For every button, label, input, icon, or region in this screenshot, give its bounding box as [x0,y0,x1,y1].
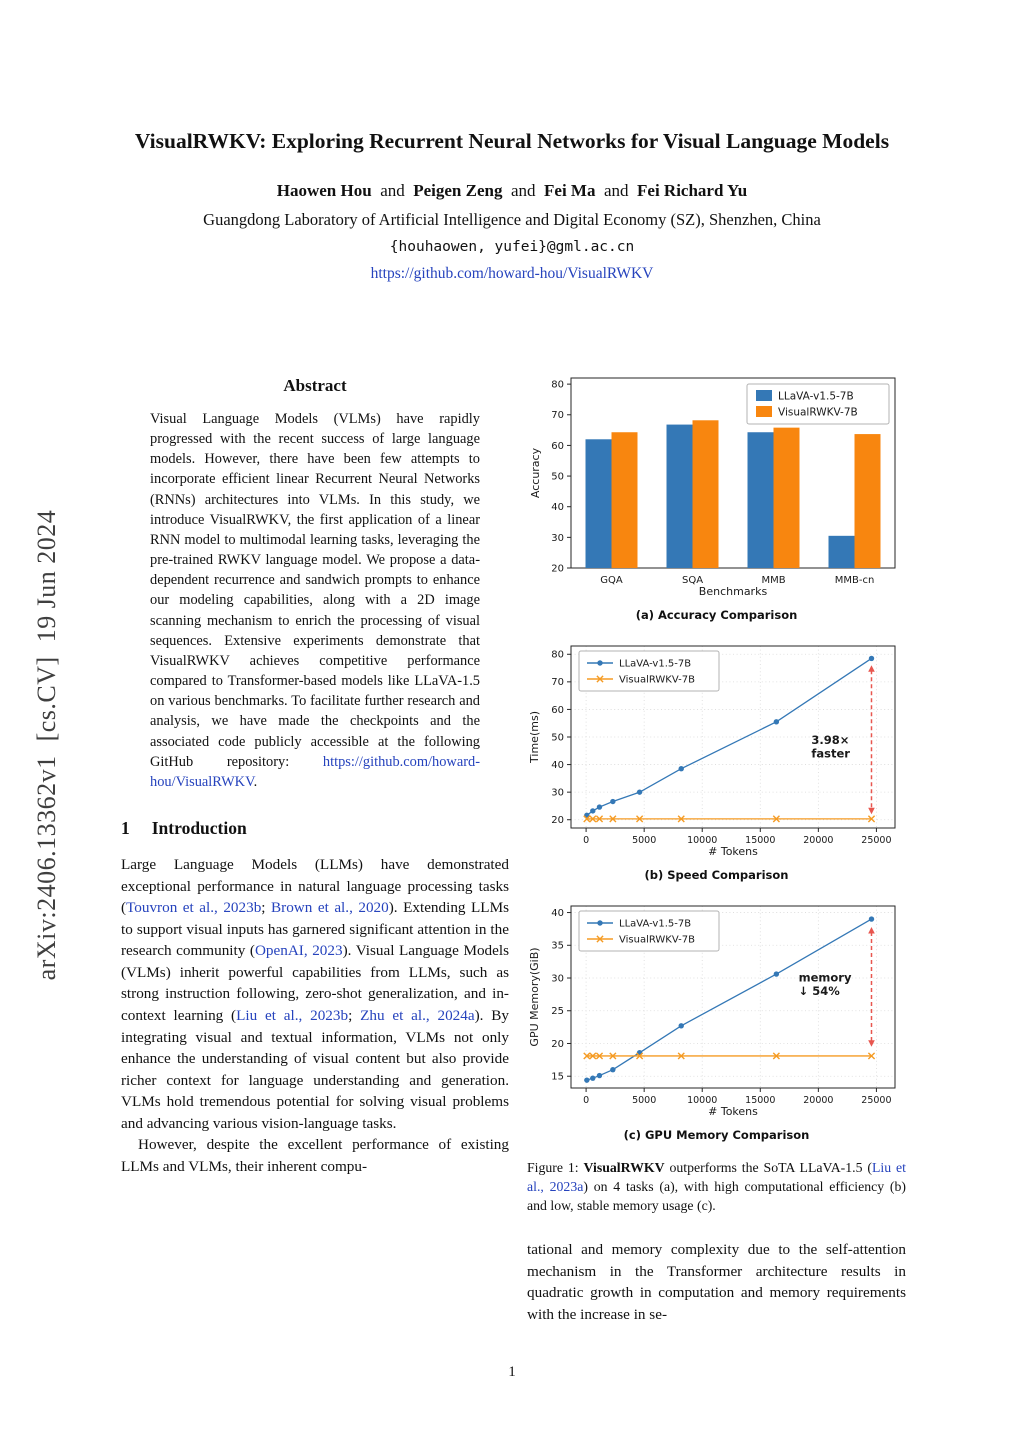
citation-link[interactable]: Zhu et al., 2024a [360,1007,475,1025]
svg-text:# Tokens: # Tokens [708,845,758,858]
gpu-memory-line-chart [527,898,905,1120]
subcaption-b: (b) Speed Comparison [644,868,789,882]
text-segment: tational and memory complexity due to the self-attention mechanism in the Transformer architecture results in quadratic growth in computation and memory requirements with the increase in se- [527,1241,906,1323]
svg-text:memory: memory [798,970,852,985]
svg-text:VisualRWKV-7B: VisualRWKV-7B [778,406,858,419]
svg-text:25000: 25000 [861,1095,892,1106]
abstract-text [150,409,480,792]
section-title: Introduction [151,817,247,838]
figure-1c [527,898,906,1142]
svg-text:MMB: MMB [761,575,786,586]
subcaption-a: (a) Accuracy Comparison [635,608,798,622]
svg-text:25: 25 [551,1006,564,1018]
svg-text:LLaVA-v1.5-7B: LLaVA-v1.5-7B [778,390,854,403]
text-segment: ; [348,1007,361,1025]
paper-title: VisualRWKV: Exploring Recurrent Neural Networks for Visual Language Models [134,129,890,153]
svg-text:Benchmarks: Benchmarks [698,585,768,598]
svg-text:15: 15 [551,1071,564,1083]
text-segment: ). By integrating visual and textual information, VLMs not only enhance the understanding of visual content but also provide richer context for language understanding and generation. VLMs hold tremendous potential for solving visual problems and advancing various vision-language tasks. [121,1007,509,1132]
svg-text:0: 0 [583,1095,590,1106]
svg-text:40: 40 [551,907,564,919]
paper-header [112,126,912,283]
citation-link[interactable]: https://github.com/howard-hou/VisualRWKV [150,753,480,790]
author-separator: and [371,181,414,201]
svg-text:15000: 15000 [745,835,776,846]
svg-text:70: 70 [551,410,564,422]
svg-text:# Tokens: # Tokens [708,1105,758,1118]
intro-paragraph-1 [121,854,509,1135]
text-segment: VisualRWKV [583,1160,665,1175]
text-segment: Visual Language Models (VLMs) have rapidly progressed with the recent success of large language models. However, there have been few attempts to incorporate efficient linear Recurrent Neural Networks (RNNs) architectures into VLMs. In this study, we introduce VisualRWKV, the first application of a linear RNN model to multimodal learning tasks, leveraging the pre-trained RWKV language model. We propose a data-dependent recurrence and sandwich prompts to enhance our modeling capabilities, along with a 2D image scanning mechanism to enrich the processing of visual sequences. Extensive experiments demonstrate that VisualRWKV achieves competitive performance compared to Transformer-based models like LLaVA-1.5 on various benchmarks. To facilitate further research and analysis, we have made the checkpoints and the associated code publicly accessible at the following GitHub repository: [150,411,480,770]
svg-text:10000: 10000 [687,1095,718,1106]
svg-text:50: 50 [551,732,564,744]
svg-text:GQA: GQA [600,575,623,586]
svg-text:faster: faster [811,746,850,761]
text-segment: ). Extending LLMs to support visual inputs has garnered significant attention in the research community ( [121,899,509,960]
figure-1a [527,372,906,622]
svg-text:Accuracy: Accuracy [529,447,542,499]
accuracy-bar-chart [527,372,905,600]
arxiv-watermark: arXiv:2406.13362v1 [cs.CV] 19 Jun 2024 [32,509,61,981]
svg-text:50: 50 [551,471,564,483]
right-column [527,372,906,1325]
svg-text:60: 60 [551,704,564,716]
svg-text:10000: 10000 [687,835,718,846]
svg-text:20000: 20000 [803,835,834,846]
text-segment: Figure 1: [527,1160,584,1175]
svg-text:MMB-cn: MMB-cn [834,575,875,586]
page-number: 1 [508,1364,516,1380]
text-segment: . [253,773,258,790]
text-segment: outperforms the SoTA LLaVA-1.5 ( [664,1160,872,1175]
svg-text:80: 80 [551,649,564,661]
citation-link[interactable]: Touvron et al., 2023b [126,899,262,917]
svg-text:20: 20 [551,1038,564,1050]
author-name: Fei Richard Yu [637,181,748,201]
svg-text:35: 35 [551,940,564,952]
svg-text:LLaVA-v1.5-7B: LLaVA-v1.5-7B [619,658,692,670]
section-number: 1 [121,817,130,838]
svg-text:15000: 15000 [745,1095,776,1106]
svg-text:LLaVA-v1.5-7B: LLaVA-v1.5-7B [619,918,692,930]
svg-text:VisualRWKV-7B: VisualRWKV-7B [619,934,695,946]
text-segment: Large Language Models (LLMs) have demonstrated exceptional performance in natural language processing tasks ( [121,855,509,917]
text-segment: ). Visual Language Models (VLMs) inherit powerful capabilities from LLMs, such as strong instruction following, zero-shot generalization, and in-context learning ( [121,942,510,1025]
svg-text:Time(ms): Time(ms) [528,711,541,763]
svg-text:20: 20 [551,815,564,827]
svg-text:SQA: SQA [681,575,704,586]
svg-text:5000: 5000 [632,1095,657,1106]
svg-text:20: 20 [551,563,564,575]
abstract-heading: Abstract [283,376,347,395]
citation-link[interactable]: Liu et al., 2023a [527,1160,906,1195]
email-address: {houhaowen, yufei}@gml.ac.cn [389,239,635,256]
svg-text:3.98×: 3.98× [811,732,850,747]
subcaption-c: (c) GPU Memory Comparison [623,1128,810,1142]
svg-text:40: 40 [551,502,564,514]
text-segment: However, despite the excellent performance of existing LLMs and VLMs, their inherent compu- [121,1136,509,1176]
author-separator: and [502,181,545,201]
author-name: Haowen Hou [276,181,372,201]
citation-link[interactable]: OpenAI, 2023 [254,942,343,960]
author-name: Peigen Zeng [413,181,503,201]
citation-link[interactable]: Brown et al., 2020 [271,899,389,917]
github-link[interactable]: https://github.com/howard-hou/VisualRWKV [370,265,654,283]
section-heading-introduction [121,818,509,839]
right-column-paragraph [527,1239,906,1325]
svg-text:30: 30 [551,532,564,544]
author-name: Fei Ma [544,181,596,201]
svg-text:↓ 54%: ↓ 54% [798,983,840,998]
author-separator: and [595,181,638,201]
figure-1-caption [527,1158,906,1215]
left-column [121,376,509,1178]
intro-paragraph-2 [121,1134,509,1177]
svg-text:30: 30 [551,973,564,985]
affiliation: Guangdong Laboratory of Artificial Intelligence and Digital Economy (SZ), Shenzhen, China [203,210,821,230]
svg-text:GPU Memory(GiB): GPU Memory(GiB) [528,947,541,1047]
svg-text:40: 40 [551,759,564,771]
figure-1b [527,638,906,882]
svg-text:20000: 20000 [803,1095,834,1106]
svg-text:80: 80 [551,379,564,391]
text-segment: ; [261,899,272,917]
citation-link[interactable]: Liu et al., 2023b [236,1007,349,1025]
svg-text:60: 60 [551,440,564,452]
svg-text:0: 0 [583,835,590,846]
svg-text:25000: 25000 [861,835,892,846]
svg-text:30: 30 [551,787,564,799]
svg-text:5000: 5000 [632,835,657,846]
speed-line-chart [527,638,905,860]
authors-line [112,181,912,201]
text-segment: ) on 4 tasks (a), with high computational efficiency (b) and low, stable memory usage (c). [527,1179,906,1214]
svg-text:VisualRWKV-7B: VisualRWKV-7B [619,674,695,686]
svg-text:70: 70 [551,677,564,689]
